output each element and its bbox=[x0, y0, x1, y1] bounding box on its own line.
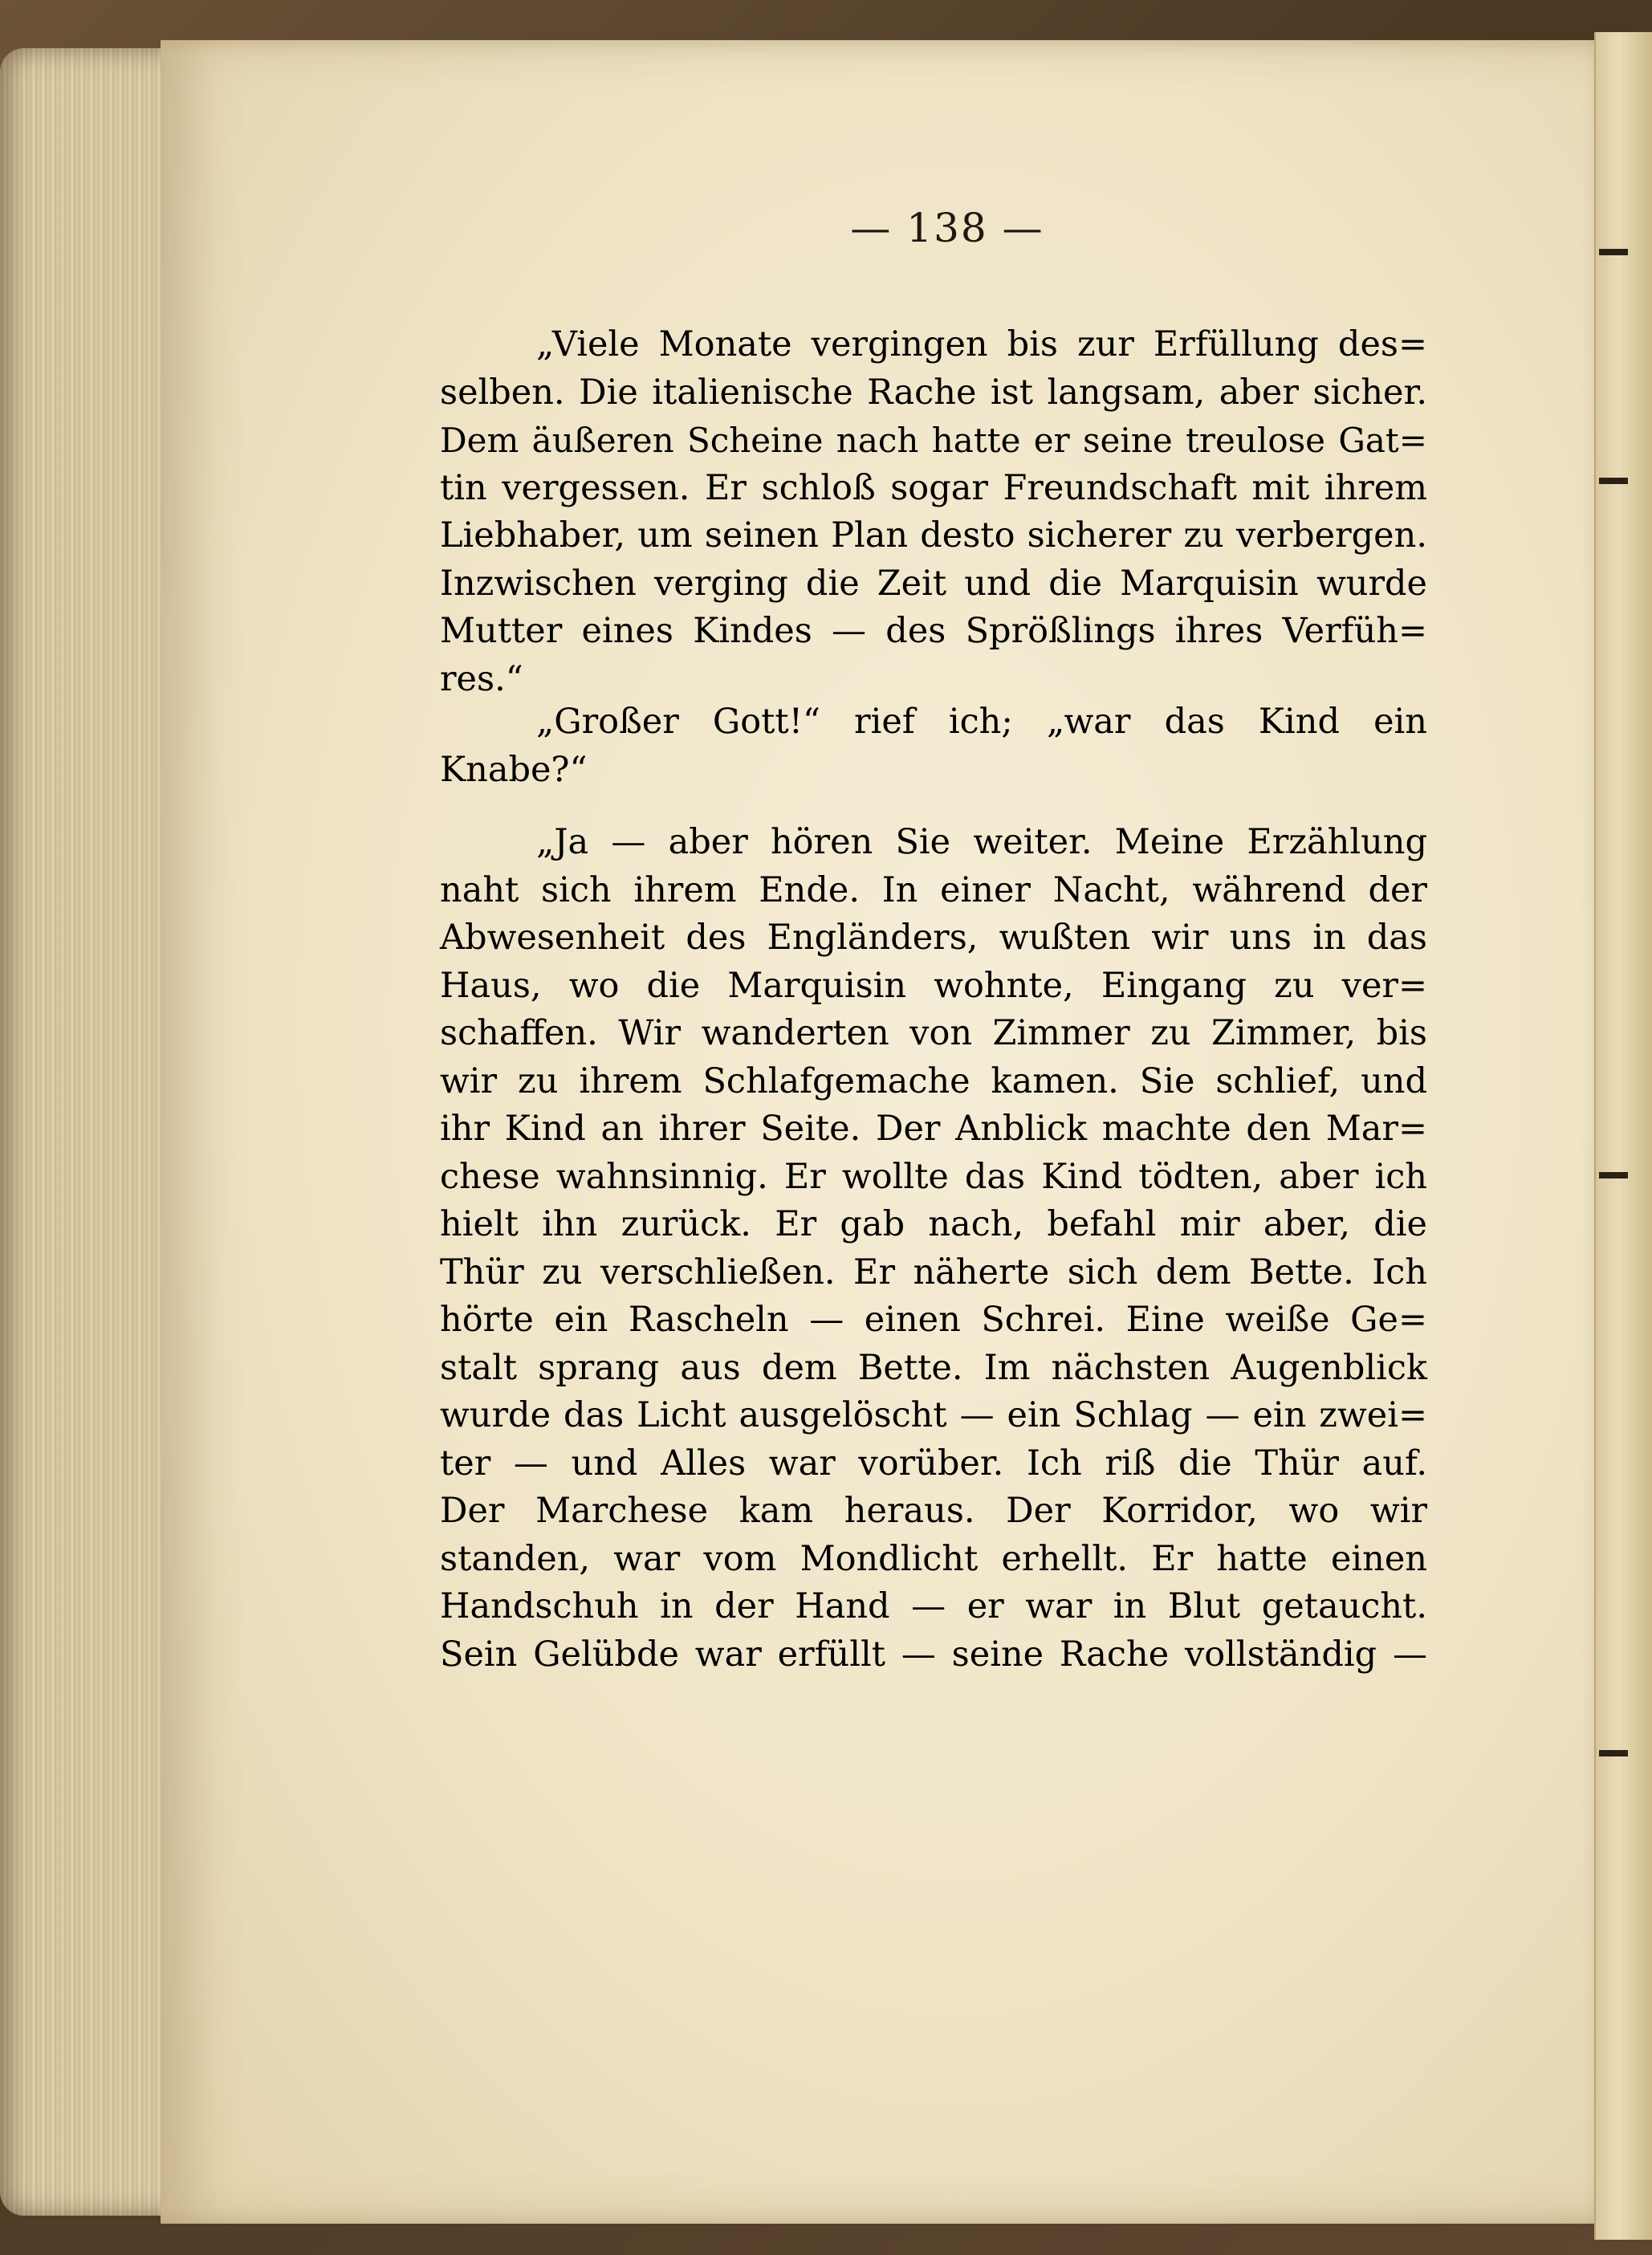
text-line: wir zu ihrem Schlafgemache kamen. Sie schlief, und bbox=[440, 1060, 1427, 1101]
edge-mark bbox=[1599, 249, 1628, 255]
text-line: Der Marchese kam heraus. Der Korridor, wo wir bbox=[440, 1491, 1427, 1531]
text-line: Haus, wo die Marquisin wohnte, Eingang zu ver= bbox=[440, 965, 1427, 1006]
edge-mark bbox=[1599, 1172, 1628, 1178]
text-line: Thür zu verschließen. Er näherte sich dem Bette. Ich bbox=[440, 1252, 1427, 1292]
text-line: Mutter eines Kindes — des Sprößlings ihres Verfüh= bbox=[440, 611, 1427, 651]
text-line: chese wahnsinnig. Er wollte das Kind tödten, aber ich bbox=[440, 1156, 1427, 1197]
text-line: „Großer Gott!“ rief ich; „war das Kind ein bbox=[536, 702, 1427, 742]
text-line: „Ja — aber hören Sie weiter. Meine Erzählung bbox=[536, 822, 1427, 862]
paragraph-1 bbox=[440, 321, 1427, 703]
text-line: „Viele Monate vergingen bis zur Erfüllung des= bbox=[536, 324, 1427, 364]
text-line: Handschuh in der Hand — er war in Blut getaucht. bbox=[440, 1586, 1427, 1626]
next-leaf-edge bbox=[1594, 32, 1652, 2240]
text-line: hörte ein Rascheln — einen Schrei. Eine weiße Ge= bbox=[440, 1300, 1427, 1340]
text-line: Inzwischen verging die Zeit und die Marquisin wurde bbox=[440, 563, 1427, 604]
text-line: Sein Gelübde war erfüllt — seine Rache vollständig — bbox=[440, 1634, 1427, 1675]
text-line: selben. Die italienische Rache ist langsam, aber sicher. bbox=[440, 372, 1427, 413]
text-line: hielt ihn zurück. Er gab nach, befahl mir aber, die bbox=[440, 1204, 1427, 1244]
edge-mark bbox=[1599, 478, 1628, 484]
text-line: Liebhaber, um seinen Plan desto sicherer zu verbergen. bbox=[440, 515, 1427, 556]
text-line: Knabe?“ bbox=[440, 749, 588, 790]
text-line: stalt sprang aus dem Bette. Im nächsten Augenblick bbox=[440, 1347, 1427, 1388]
text-line: tin vergessen. Er schloß sogar Freundschaft mit ihrem bbox=[440, 467, 1427, 508]
text-line: Dem äußeren Scheine nach hatte er seine treulose Gat= bbox=[440, 421, 1427, 460]
text-line: Abwesenheit des Engländers, wußten wir uns in das bbox=[440, 918, 1427, 958]
page-number: — 138 — bbox=[850, 205, 1044, 251]
paragraph-2 bbox=[440, 698, 1427, 794]
text-line: wurde das Licht ausgelöscht — ein Schlag — ein zwei= bbox=[440, 1395, 1427, 1435]
text-line: standen, war vom Mondlicht erhellt. Er hatte einen bbox=[440, 1538, 1427, 1579]
text-line: schaffen. Wir wanderten von Zimmer zu Zimmer, bis bbox=[440, 1013, 1427, 1053]
paragraph-3 bbox=[440, 819, 1427, 1679]
text-line: naht sich ihrem Ende. In einer Nacht, während der bbox=[440, 869, 1427, 910]
text-line: res.“ bbox=[440, 658, 523, 699]
edge-mark bbox=[1599, 1750, 1628, 1756]
text-line: ter — und Alles war vorüber. Ich riß die Thür auf. bbox=[440, 1443, 1427, 1484]
text-line: ihr Kind an ihrer Seite. Der Anblick machte den Mar= bbox=[440, 1109, 1427, 1149]
